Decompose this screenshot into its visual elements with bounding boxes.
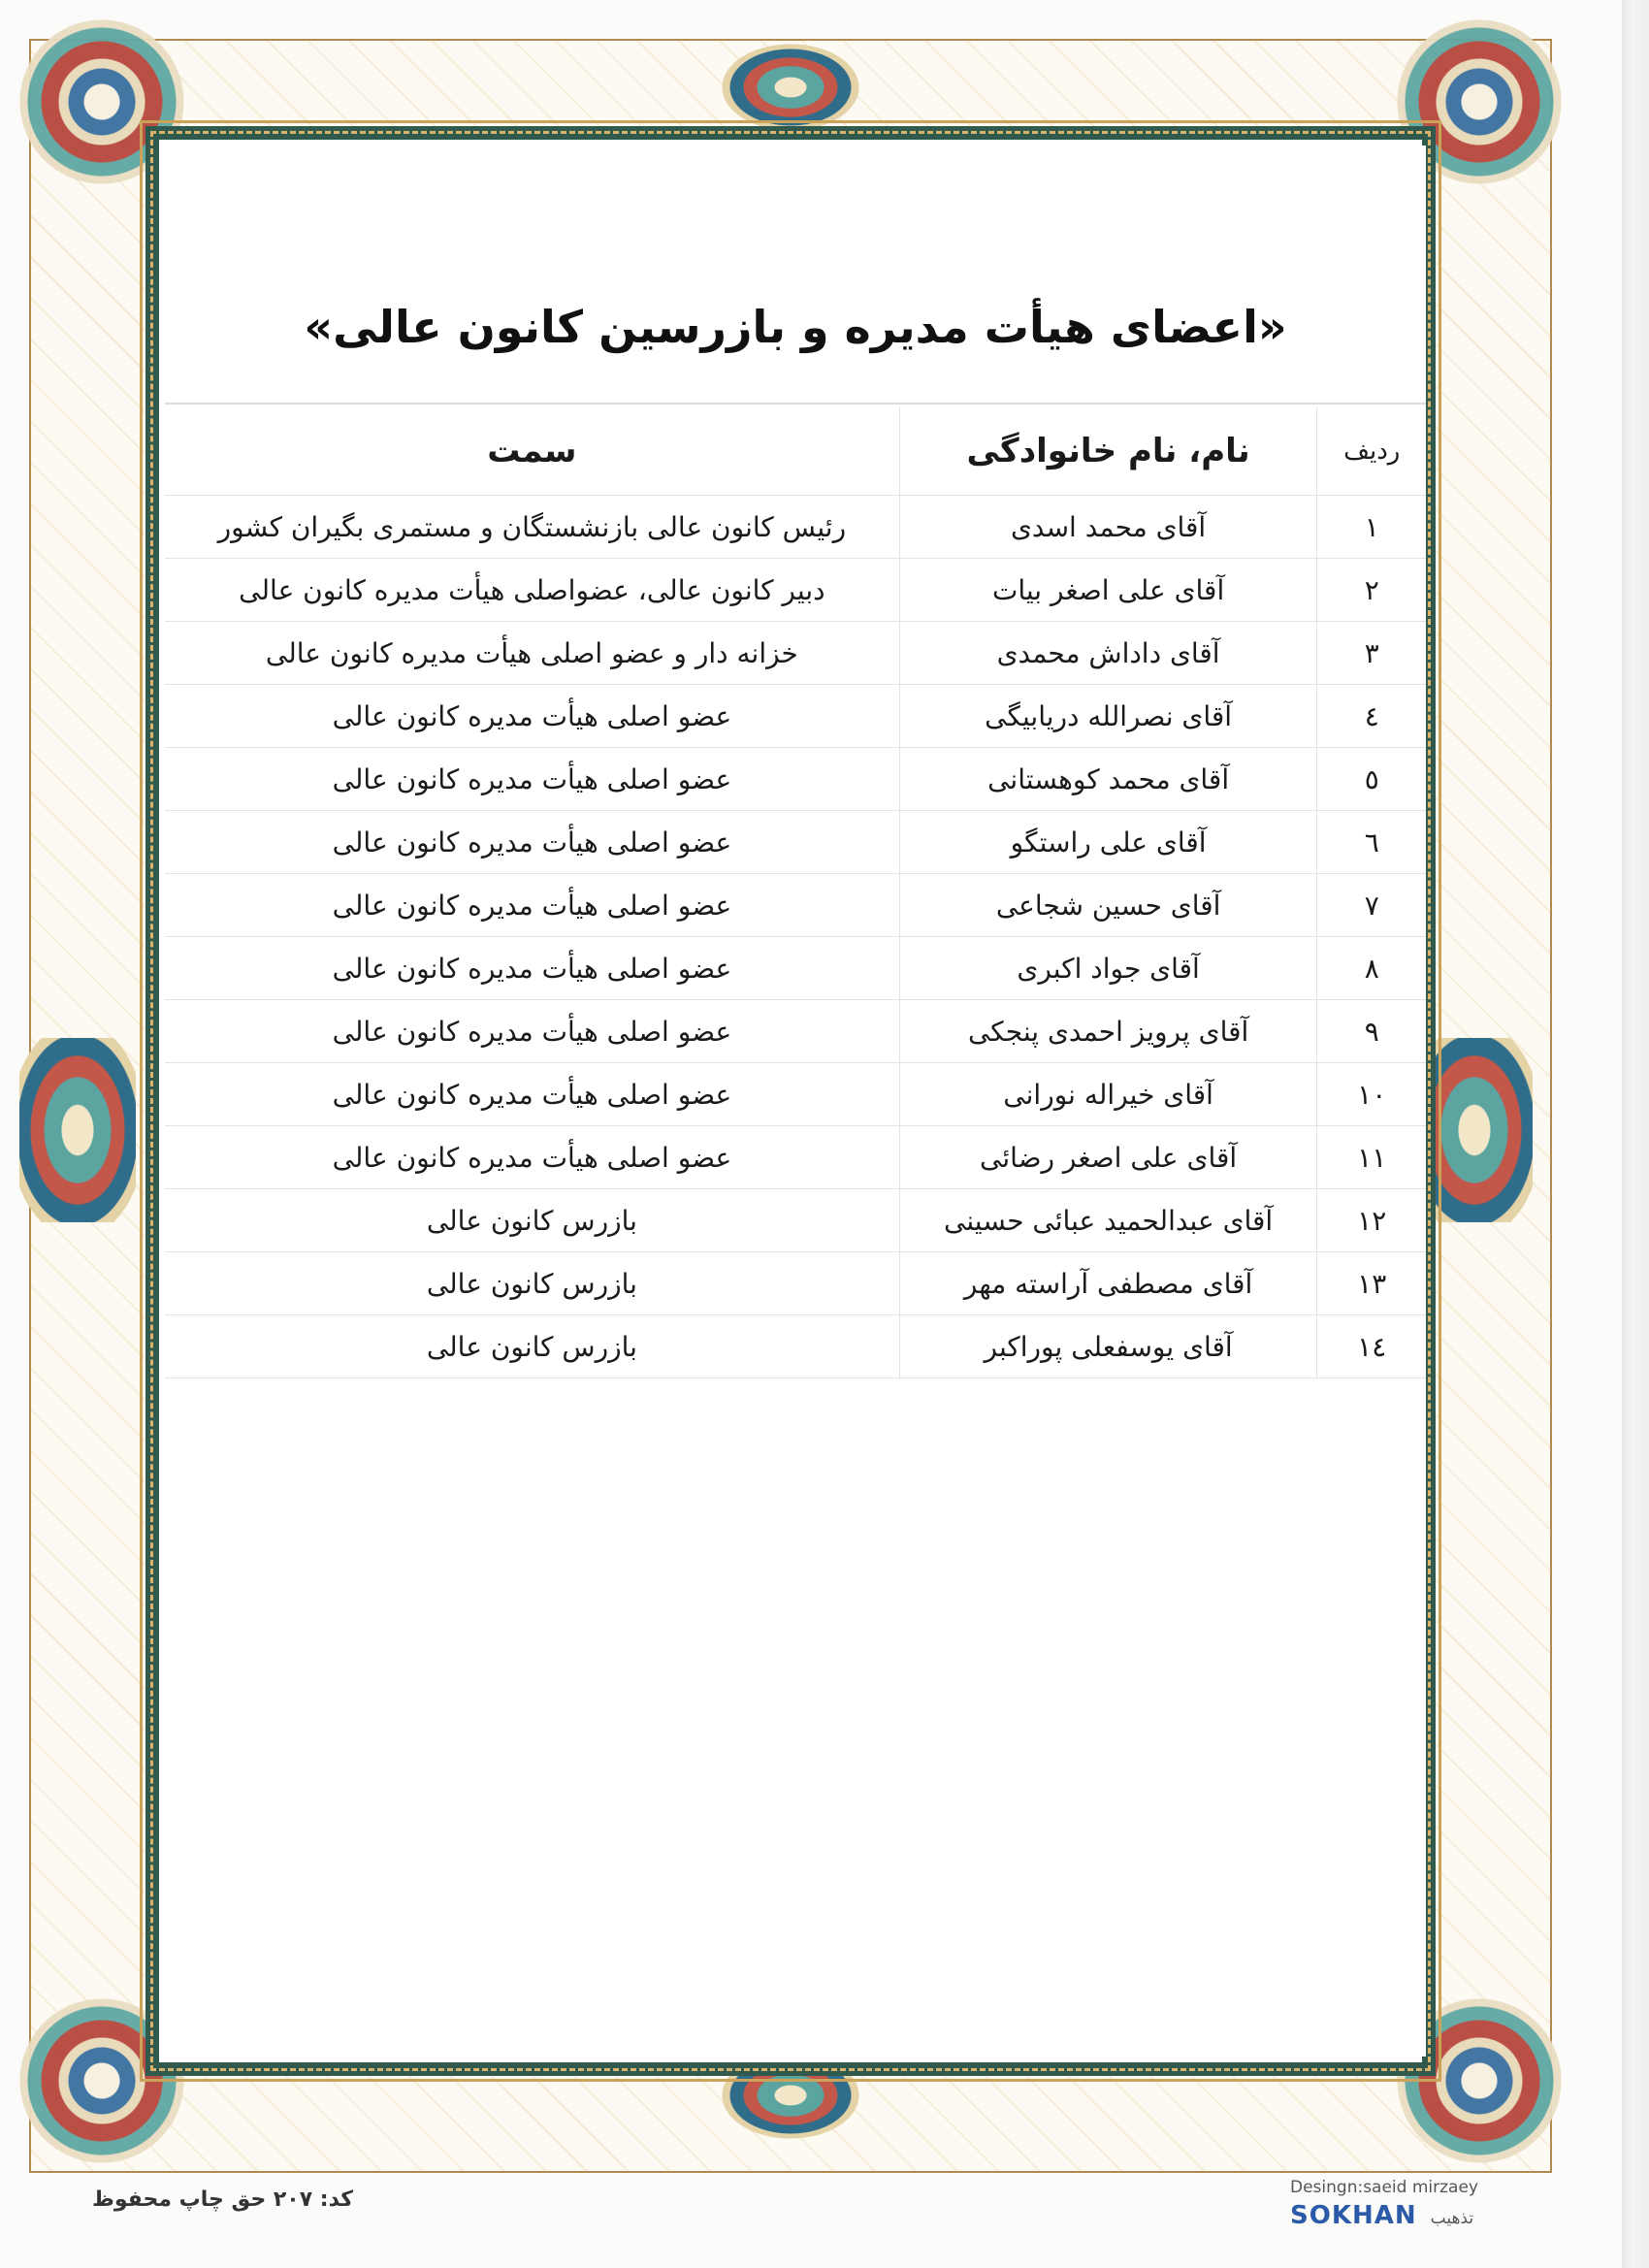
row-rank: ۲	[1317, 559, 1426, 622]
row-name: آقای حسین شجاعی	[899, 874, 1317, 937]
brand-row	[1290, 2201, 1523, 2230]
table-row	[165, 1126, 1426, 1189]
row-role: عضو اصلی هیأت مدیره کانون عالی	[165, 748, 899, 811]
title-divider	[165, 403, 1426, 405]
designer-credit: Desingn:saeid mirzaey	[1290, 2178, 1478, 2197]
row-rank: ۱۳	[1317, 1252, 1426, 1315]
row-role: عضو اصلی هیأت مدیره کانون عالی	[165, 1126, 899, 1189]
table-row	[165, 559, 1426, 622]
row-name: آقای خیراله نورانی	[899, 1063, 1317, 1126]
row-name: آقای نصرالله دریابیگی	[899, 685, 1317, 748]
table-row	[165, 1189, 1426, 1252]
row-role: دبیر کانون عالی، عضواصلی هیأت مدیره کانون عالی	[165, 559, 899, 622]
table-row	[165, 748, 1426, 811]
row-role: عضو اصلی هیأت مدیره کانون عالی	[165, 937, 899, 1000]
table-row	[165, 622, 1426, 685]
column-header-rank: ردیف	[1317, 407, 1426, 496]
row-role: رئیس کانون عالی بازنشستگان و مستمری بگیران کشور	[165, 496, 899, 559]
table-row	[165, 937, 1426, 1000]
row-rank: ٥	[1317, 748, 1426, 811]
row-rank: ۹	[1317, 1000, 1426, 1063]
row-rank: ۱۲	[1317, 1189, 1426, 1252]
table-header-row	[165, 407, 1426, 496]
row-name: آقای محمد اسدی	[899, 496, 1317, 559]
design-credit	[1290, 2178, 1523, 2230]
table-row	[165, 1063, 1426, 1126]
page-title: «اعضای هیأت مدیره و بازرسین کانون عالی»	[304, 301, 1287, 353]
row-rank: ٦	[1317, 811, 1426, 874]
document-body	[165, 146, 1426, 2057]
table-row	[165, 1315, 1426, 1378]
table-row	[165, 685, 1426, 748]
row-role: عضو اصلی هیأت مدیره کانون عالی	[165, 685, 899, 748]
row-role: عضو اصلی هیأت مدیره کانون عالی	[165, 1063, 899, 1126]
row-rank: ۸	[1317, 937, 1426, 1000]
row-rank: ۱۱	[1317, 1126, 1426, 1189]
row-name: آقای علی اصغر بیات	[899, 559, 1317, 622]
table-row	[165, 874, 1426, 937]
row-role: عضو اصلی هیأت مدیره کانون عالی	[165, 811, 899, 874]
row-role: خزانه دار و عضو اصلی هیأت مدیره کانون عالی	[165, 622, 899, 685]
row-name: آقای مصطفی آراسته مهر	[899, 1252, 1317, 1315]
row-name: آقای داداش محمدی	[899, 622, 1317, 685]
table-row	[165, 1252, 1426, 1315]
table-row	[165, 496, 1426, 559]
row-rank: ۱۰	[1317, 1063, 1426, 1126]
row-name: آقای علی راستگو	[899, 811, 1317, 874]
brand-caption: تذهیب	[1430, 2209, 1474, 2228]
brand-logo: SOKHAN	[1290, 2201, 1417, 2230]
row-name: آقای پرویز احمدی پنجکی	[899, 1000, 1317, 1063]
row-rank: ۳	[1317, 622, 1426, 685]
column-header-name: نام، نام خانوادگی	[899, 407, 1317, 496]
row-role: بازرس کانون عالی	[165, 1252, 899, 1315]
scan-edge	[1622, 0, 1649, 2268]
row-role: عضو اصلی هیأت مدیره کانون عالی	[165, 874, 899, 937]
row-role: بازرس کانون عالی	[165, 1315, 899, 1378]
members-table	[165, 407, 1426, 1378]
row-name: آقای جواد اکبری	[899, 937, 1317, 1000]
row-name: آقای علی اصغر رضائی	[899, 1126, 1317, 1189]
table-row	[165, 811, 1426, 874]
row-role: عضو اصلی هیأت مدیره کانون عالی	[165, 1000, 899, 1063]
row-name: آقای یوسفعلی پوراکبر	[899, 1315, 1317, 1378]
column-header-role: سمت	[165, 407, 899, 496]
left-medallion-icon	[19, 1038, 136, 1222]
row-rank: ۷	[1317, 874, 1426, 937]
row-role: بازرس کانون عالی	[165, 1189, 899, 1252]
table-row	[165, 1000, 1426, 1063]
row-rank: ۱٤	[1317, 1315, 1426, 1378]
row-name: آقای عبدالحمید عبائی حسینی	[899, 1189, 1317, 1252]
row-rank: ٤	[1317, 685, 1426, 748]
row-name: آقای محمد کوهستانی	[899, 748, 1317, 811]
row-rank: ۱	[1317, 496, 1426, 559]
print-code: کد: ۲۰۷ حق چاپ محفوظ	[92, 2187, 354, 2212]
